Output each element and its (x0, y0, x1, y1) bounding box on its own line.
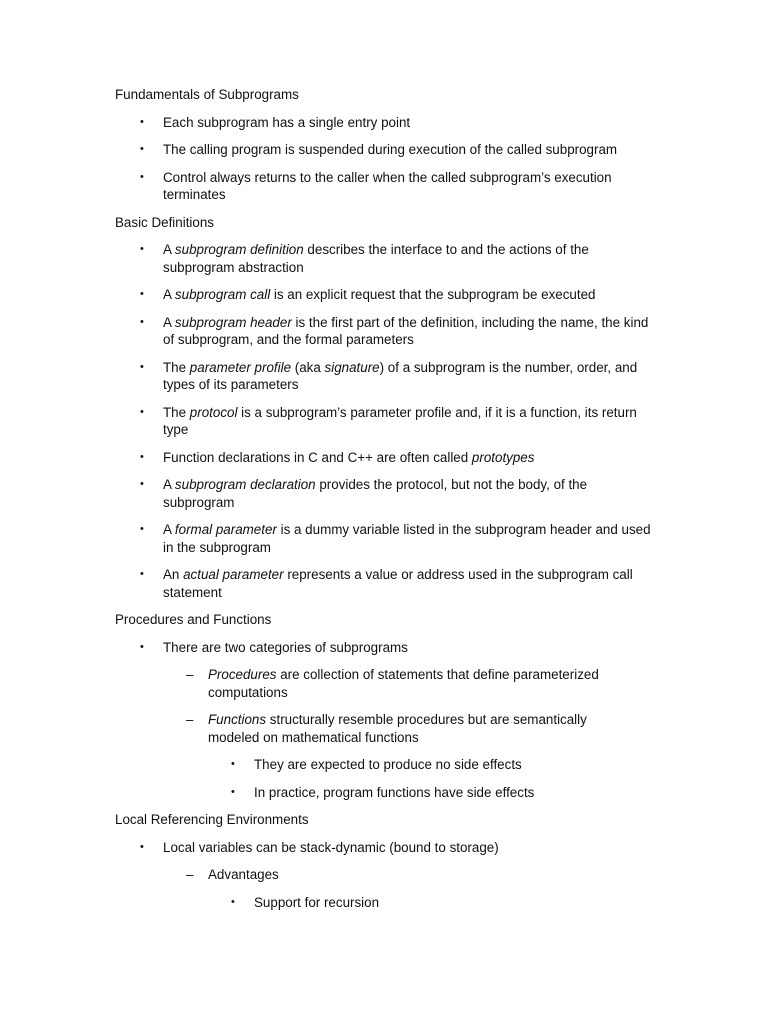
list-item: • Control always returns to the caller when the called subprogram’s execution terminates (163, 169, 658, 204)
definitions-list (0, 241, 768, 601)
term: subprogram definition (174, 242, 304, 257)
term: actual parameter (183, 567, 284, 582)
term: subprogram call (174, 287, 271, 302)
list-item: • A formal parameter is a dummy variable listed in the subprogram header and used in the subprogram (163, 521, 658, 556)
list-item: • The parameter profile (aka signature) of a subprogram is the number, order, and types of its parameters (163, 359, 658, 394)
list-item: • There are two categories of subprograms (163, 639, 658, 657)
list-item: • A subprogram header is the first part of the definition, including the name, the kind of subprogram, and the formal parameters (163, 314, 658, 349)
list-item: • Local variables can be stack-dynamic (bound to storage) (163, 839, 658, 857)
list-item: • Function declarations in C and C++ are often called prototypes (163, 449, 658, 467)
list-item: – Procedures are collection of statements that define parameterized computations (208, 666, 638, 701)
fundamentals-list (0, 114, 768, 204)
term: subprogram declaration (174, 477, 316, 492)
list-item: • A subprogram declaration provides the protocol, but not the body, of the subprogram (163, 476, 658, 511)
term: Procedures (208, 667, 277, 682)
term: signature (324, 359, 380, 375)
term: prototypes (471, 449, 535, 465)
list-item: – Advantages (208, 866, 638, 884)
procedures-list (0, 639, 768, 802)
list-item: • They are expected to produce no side effects (254, 756, 654, 774)
list-item: • A subprogram definition describes the interface to and the actions of the subprogram abstraction (163, 241, 658, 276)
term: parameter profile (189, 359, 292, 375)
section-heading-local-referencing: Local Referencing Environments (115, 812, 309, 827)
list-item: • In practice, program functions have side effects (254, 784, 654, 802)
list-item: • A subprogram call is an explicit request that the subprogram be executed (163, 286, 658, 304)
list-item: • Each subprogram has a single entry point (163, 114, 658, 132)
term: protocol (189, 404, 238, 420)
section-heading-fundamentals: Fundamentals of Subprograms (115, 87, 299, 102)
list-item: • An actual parameter represents a value or address used in the subprogram call statement (163, 566, 658, 601)
term: Functions (208, 712, 267, 727)
local-referencing-list (0, 839, 768, 912)
section-heading-basic-definitions: Basic Definitions (115, 214, 214, 230)
list-item: • The calling program is suspended during execution of the called subprogram (163, 141, 658, 159)
list-item: • Support for recursion (254, 894, 654, 912)
term: formal parameter (174, 522, 277, 537)
list-item: • The protocol is a subprogram’s parameter profile and, if it is a function, its return type (163, 404, 658, 439)
list-item: – Functions structurally resemble procedures but are semantically modeled on mathematical functions (208, 711, 638, 746)
term: subprogram header (174, 314, 292, 330)
section-heading-procedures-functions: Procedures and Functions (115, 612, 272, 627)
